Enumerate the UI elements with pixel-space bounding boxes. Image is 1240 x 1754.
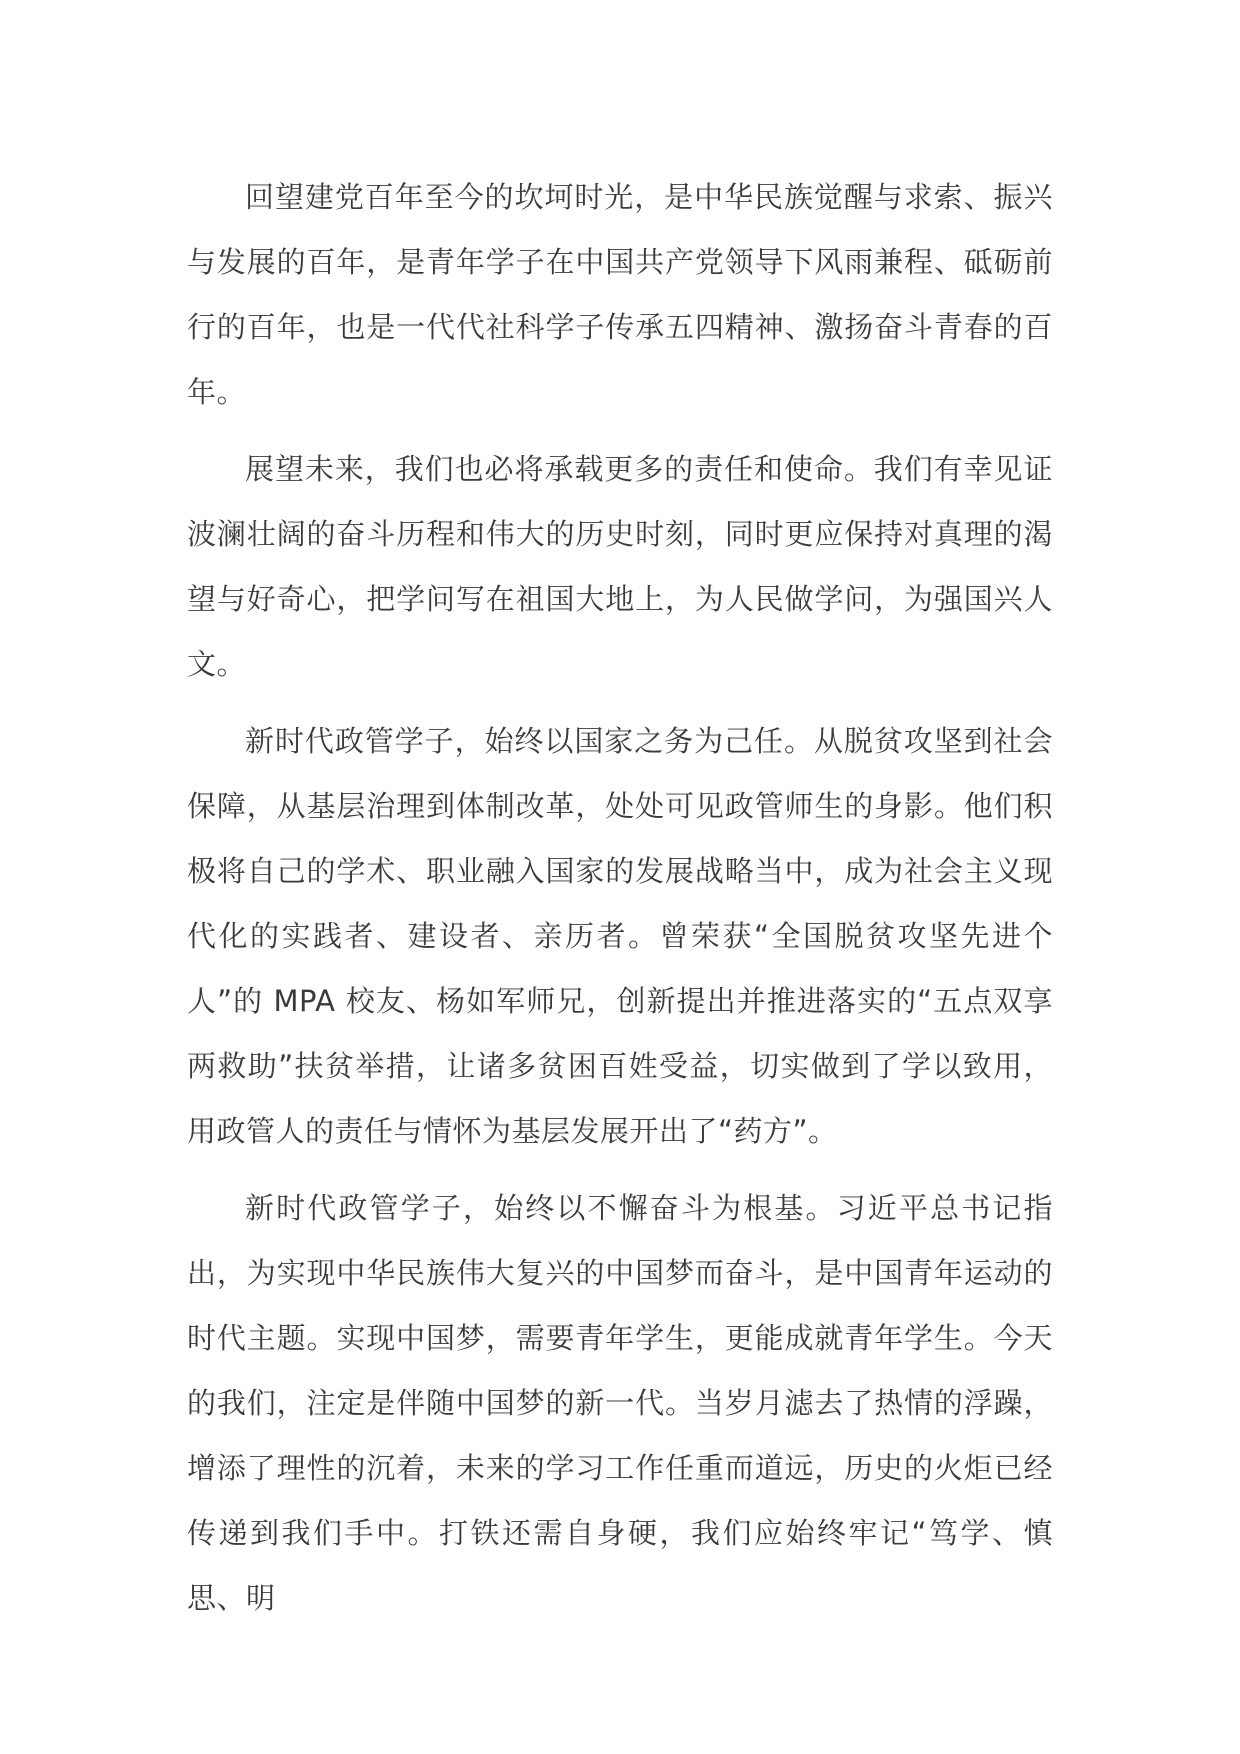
document-body bbox=[187, 165, 1053, 1643]
paragraph-1: 回望建党百年至今的坎坷时光，是中华民族觉醒与求索、振兴与发展的百年，是青年学子在中国共产党领导下风雨兼程、砥砺前行的百年，也是一代代社科学子传承五四精神、激扬奋斗青春的百年。 bbox=[187, 180, 1053, 409]
paragraph-2: 展望未来，我们也必将承载更多的责任和使命。我们有幸见证波澜壮阔的奋斗历程和伟大的历史时刻，同时更应保持对真理的渴望与好奇心，把学问写在祖国大地上，为人民做学问，为强国兴人文。 bbox=[187, 452, 1053, 681]
paragraph-4: 新时代政管学子，始终以不懈奋斗为根基。习近平总书记指出，为实现中华民族伟大复兴的中国梦而奋斗，是中国青年运动的时代主题。实现中国梦，需要青年学生，更能成就青年学生。今天的我们，注定是伴随中国梦的新一代。当岁月滤去了热情的浮躁，增添了理性的沉着，未来的学习工作任重而道远，历史的火炬已经传递到我们手中。打铁还需自身硬，我们应始终牢记“笃学、慎思、明 bbox=[187, 1191, 1053, 1615]
paragraph-3: 新时代政管学子，始终以国家之务为己任。从脱贫攻坚到社会保障，从基层治理到体制改革，处处可见政管师生的身影。他们积极将自己的学术、职业融入国家的发展战略当中，成为社会主义现代化的实践者、建设者、亲历者。曾荣获“全国脱贫攻坚先进个人”的 MPA 校友、杨如军师兄，创新提出并推进落实的“五点双享两救助”扶贫举措，让诸多贫困百姓受益，切实做到了学以致用，用政管人的责任与情怀为基层发展开出了“药方”。 bbox=[187, 724, 1053, 1148]
